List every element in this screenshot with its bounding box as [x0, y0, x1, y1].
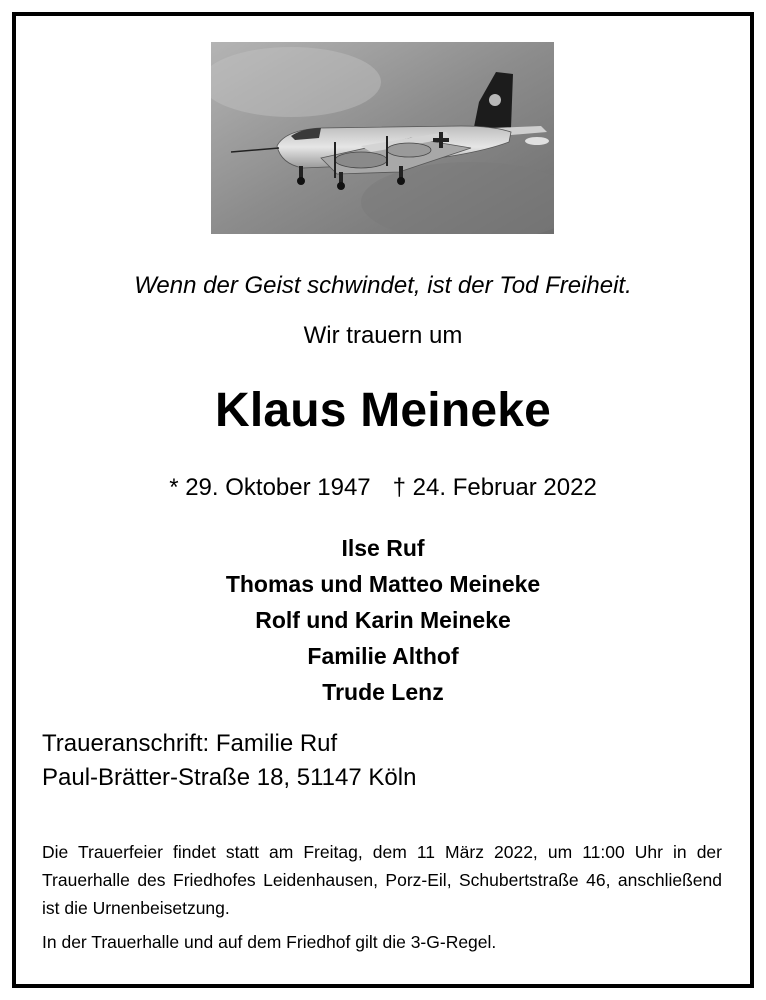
motto: Wenn der Geist schwindet, ist der Tod Freiheit.	[134, 272, 632, 299]
death-date: † 24. Februar 2022	[392, 474, 597, 501]
birth-date: * 29. Oktober 1947	[169, 474, 371, 501]
mourners-list	[0, 530, 766, 710]
mourner: Familie Althof	[307, 643, 459, 669]
ceremony-text: Die Trauerfeier findet statt am Freitag, dem 11 März 2022, um 11:00 Uhr in der Trauerhalle des Friedhofes Leidenhausen, Porz-Eil, Schubertstraße 46, anschließend ist die Urnenbeisetzung.	[42, 842, 722, 918]
mourning-address-label: Traueranschrift: Familie Ruf	[42, 730, 338, 757]
mourner: Trude Lenz	[322, 679, 444, 705]
life-dates	[0, 474, 766, 502]
mourning-address-street: Paul-Brätter-Straße 18, 51147 Köln	[42, 764, 417, 791]
deceased-name: Klaus Meineke	[214, 384, 552, 437]
mourner: Ilse Ruf	[341, 535, 425, 561]
aircraft-photo	[211, 42, 554, 234]
aircraft-illustration	[211, 42, 554, 234]
covid-rule-text: In der Trauerhalle und auf dem Friedhof gilt die 3-G-Regel.	[42, 932, 497, 952]
mourner: Thomas und Matteo Meineke	[225, 571, 541, 597]
mourner: Rolf und Karin Meineke	[255, 607, 511, 633]
intro-line: Wir trauern um	[303, 322, 463, 349]
